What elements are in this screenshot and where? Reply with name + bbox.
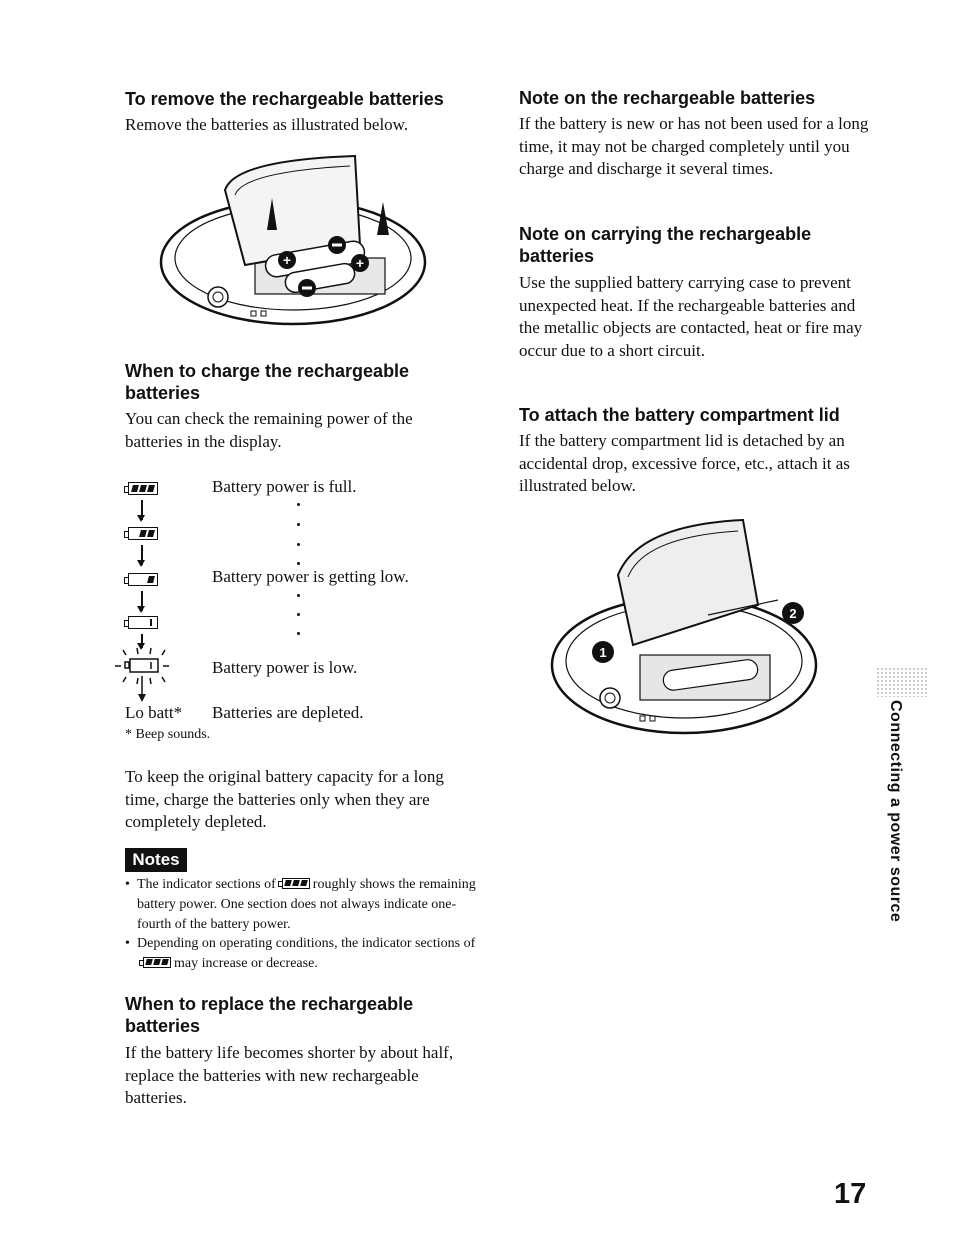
note-rechargeable-text: If the battery is new or has not been used for a long time, it may not be charged completely until you charge and discharge it several times. [519,114,869,178]
note-item-1: • The indicator sections of roughly shows the remaining battery power. One section does not always indicate one-fourth of the battery power. [125,877,476,932]
heading-attach-lid: To attach the battery compartment lid [519,405,840,425]
battery-full-text: Battery power is full. [212,477,357,496]
note-item-2: • Depending on operating conditions, the indicator sections of may increase or decrease. [125,936,476,971]
battery-one-third-icon [128,573,158,586]
svg-text:1: 1 [599,645,607,660]
svg-text:2: 2 [789,606,797,621]
heading-note-carrying: Note on carrying the rechargeable batteries [519,224,812,266]
battery-two-thirds-icon [128,527,158,540]
note2-post-text: may increase or decrease. [174,956,318,971]
remove-batteries-illustration [155,150,430,335]
note2-pre-text: Depending on operating conditions, the indicator sections of [137,936,476,951]
batteries-depleted-text: Batteries are depleted. [212,703,364,722]
down-arrow-icon [141,591,143,611]
remove-batteries-text: Remove the batteries as illustrated below. [125,115,409,134]
battery-indicator-icon [282,878,310,889]
down-arrow-icon [141,545,143,565]
sidebar-section-label: Connecting a power source [887,700,904,923]
battery-low-icon [128,616,158,629]
note1-post-text: roughly shows the remaining battery power. One section does not always indicate one-fourth of the battery power. [137,877,476,932]
attach-lid-illustration [548,515,823,740]
heading-note-rechargeable: Note on the rechargeable batteries [519,88,816,108]
sidebar-section-tab [876,667,928,697]
battery-low-text: Battery power is low. [212,658,358,677]
keep-capacity-text: To keep the original battery capacity for a long time, charge the batteries only when they are completely depleted. [125,767,444,831]
heading-remove-batteries: To remove the rechargeable batteries [125,89,444,109]
note1-pre-text: The indicator sections of [137,877,276,892]
battery-getting-low-text: Battery power is getting low. [212,567,409,586]
beep-footnote: * Beep sounds. [125,727,211,742]
when-to-replace-text: If the battery life becomes shorter by about half, replace the batteries with new rechargeable batteries. [125,1043,454,1107]
notes-badge: Notes [125,848,187,872]
heading-when-to-charge: When to charge the rechargeable batteries [125,361,410,403]
svg-text:+: + [282,252,292,268]
heading-when-to-replace: When to replace the rechargeable batteries [125,994,414,1036]
battery-full-icon [128,482,158,495]
down-arrow-icon [141,500,143,520]
battery-indicator-icon [143,957,171,968]
lo-batt-label: Lo batt* [125,703,183,722]
note-carrying-text: Use the supplied battery carrying case to prevent unexpected heat. If the rechargeable batteries and the metallic objects are contacted, heat or fire may occur due to a short circuit. [519,273,863,360]
attach-lid-text: If the battery compartment lid is detached by an accidental drop, excessive force, etc., attach it as illustrated below. [519,431,850,495]
when-to-charge-text: You can check the remaining power of the batteries in the display. [125,409,413,451]
battery-empty-blinking-icon [113,646,173,704]
svg-text:+: + [355,255,365,271]
page-number: 17 [834,1178,867,1210]
